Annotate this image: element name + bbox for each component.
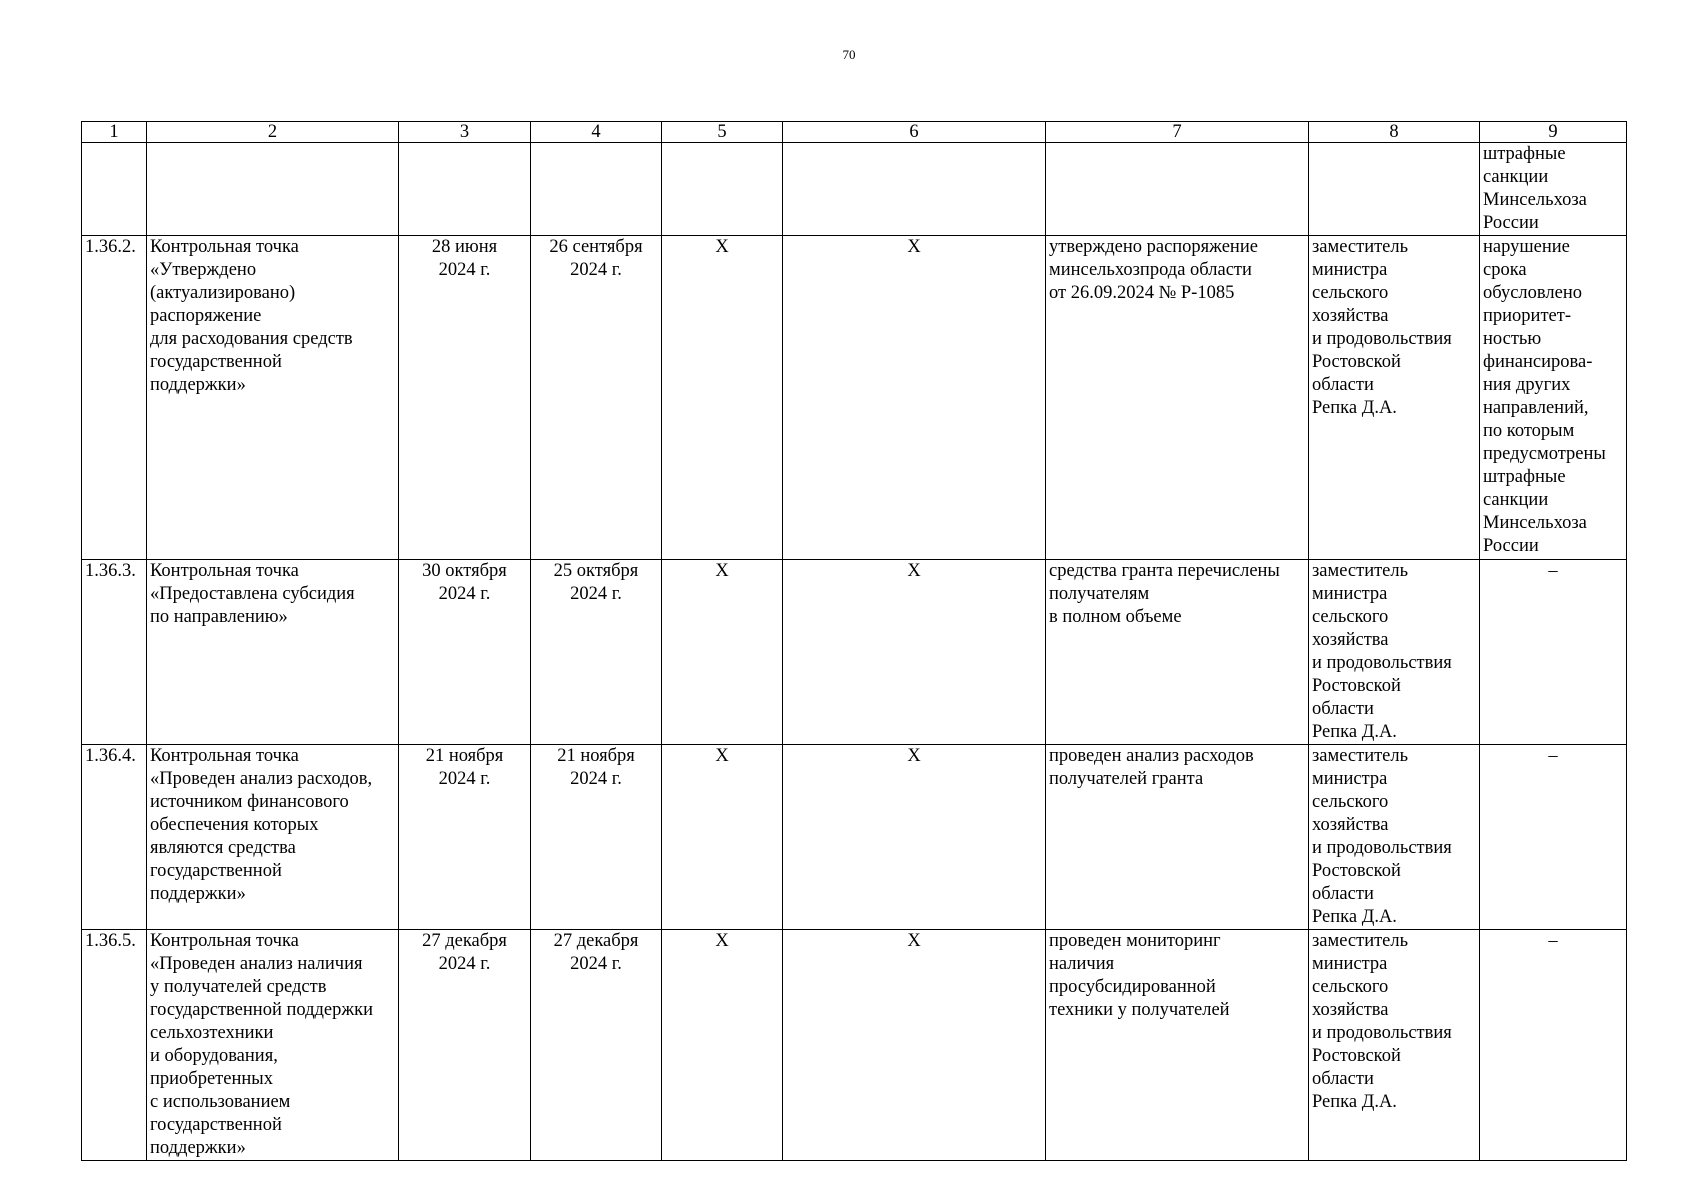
planned-date <box>399 143 531 236</box>
responsible-person: заместитель министра сельского хозяйства и продовольствия Ростовской области Репка Д.А. <box>1309 236 1480 560</box>
table-row <box>82 745 1627 930</box>
note-text: нарушение срока обусловлено приоритет- ностью финансирова- ния других направлений, по которым предусмотрены штрафные санкции Минсельхоза России <box>1480 236 1627 560</box>
column-number: 6 <box>783 122 1046 143</box>
page-number: 70 <box>842 47 856 62</box>
note-text: – <box>1480 745 1627 930</box>
column-6-value: Х <box>783 236 1046 560</box>
column-5-value: Х <box>662 930 783 1161</box>
actual-date: 27 декабря 2024 г. <box>531 930 662 1161</box>
column-number: 1 <box>82 122 147 143</box>
planned-date: 27 декабря 2024 г. <box>399 930 531 1161</box>
responsible-person: заместитель министра сельского хозяйства и продовольствия Ростовской области Репка Д.А. <box>1309 745 1480 930</box>
row-number: 1.36.3. <box>82 560 147 745</box>
actual-date <box>531 143 662 236</box>
control-point-name: Контрольная точка «Предоставлена субсидия по направлению» <box>147 560 399 745</box>
table-row <box>82 236 1627 560</box>
column-5-value: Х <box>662 745 783 930</box>
planned-date: 28 июня 2024 г. <box>399 236 531 560</box>
actual-date: 26 сентября 2024 г. <box>531 236 662 560</box>
row-number: 1.36.4. <box>82 745 147 930</box>
planned-date: 21 ноября 2024 г. <box>399 745 531 930</box>
result-text: проведен анализ расходов получателей гранта <box>1046 745 1309 930</box>
column-number: 3 <box>399 122 531 143</box>
control-point-name: Контрольная точка «Утверждено (актуализировано) распоряжение для расходования средств государственной поддержки» <box>147 236 399 560</box>
responsible-person <box>1309 143 1480 236</box>
column-6-value: Х <box>783 560 1046 745</box>
column-number: 5 <box>662 122 783 143</box>
actual-date: 25 октября 2024 г. <box>531 560 662 745</box>
row-number: 1.36.5. <box>82 930 147 1161</box>
column-number: 8 <box>1309 122 1480 143</box>
column-number: 2 <box>147 122 399 143</box>
responsible-person: заместитель министра сельского хозяйства и продовольствия Ростовской области Репка Д.А. <box>1309 930 1480 1161</box>
note-text: штрафные санкции Минсельхоза России <box>1480 143 1627 236</box>
result-text <box>1046 143 1309 236</box>
table-row <box>82 930 1627 1161</box>
note-text: – <box>1480 930 1627 1161</box>
control-points-table <box>81 121 1627 1161</box>
column-5-value: Х <box>662 236 783 560</box>
result-text: средства гранта перечислены получателям в полном объеме <box>1046 560 1309 745</box>
column-number-row <box>82 122 1627 143</box>
planned-date: 30 октября 2024 г. <box>399 560 531 745</box>
column-6-value <box>783 143 1046 236</box>
column-5-value: Х <box>662 560 783 745</box>
column-5-value <box>662 143 783 236</box>
result-text: проведен мониторинг наличия просубсидированной техники у получателей <box>1046 930 1309 1161</box>
actual-date: 21 ноября 2024 г. <box>531 745 662 930</box>
column-number: 7 <box>1046 122 1309 143</box>
control-point-name: Контрольная точка «Проведен анализ наличия у получателей средств государственной поддержки сельхозтехники и оборудования, приобретенных с использованием государственной поддержки» <box>147 930 399 1161</box>
responsible-person: заместитель министра сельского хозяйства и продовольствия Ростовской области Репка Д.А. <box>1309 560 1480 745</box>
column-6-value: Х <box>783 930 1046 1161</box>
control-point-name: Контрольная точка «Проведен анализ расходов, источником финансового обеспечения которых являются средства государственной поддержки» <box>147 745 399 930</box>
column-number: 9 <box>1480 122 1627 143</box>
control-point-name <box>147 143 399 236</box>
column-6-value: Х <box>783 745 1046 930</box>
note-text: – <box>1480 560 1627 745</box>
result-text: утверждено распоряжение минсельхозпрода области от 26.09.2024 № Р-1085 <box>1046 236 1309 560</box>
row-number: 1.36.2. <box>82 236 147 560</box>
table-row <box>82 143 1627 236</box>
table-row <box>82 560 1627 745</box>
column-number: 4 <box>531 122 662 143</box>
row-number <box>82 143 147 236</box>
